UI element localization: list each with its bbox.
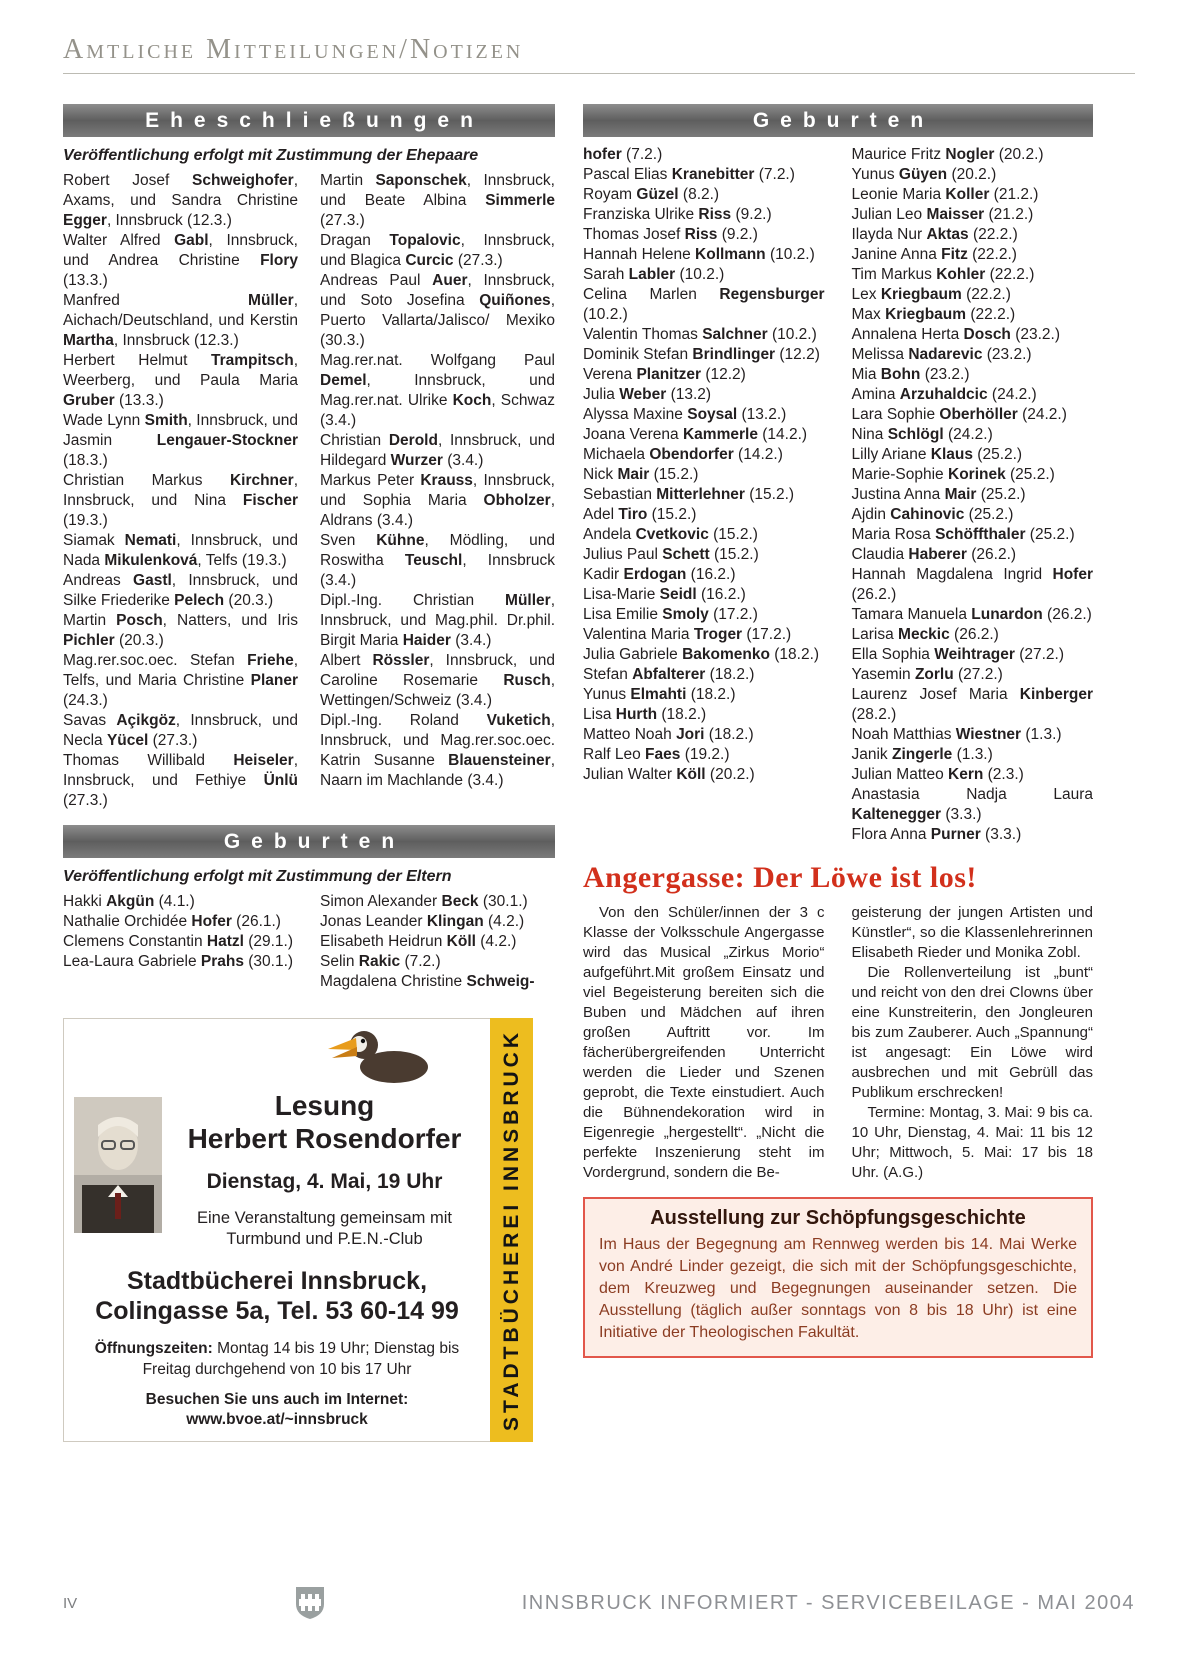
library-vertical-banner-label: STADTBÜCHEREI INNSBRUCK (499, 1029, 523, 1431)
marriages-banner-label: Eheschließungen (145, 108, 484, 132)
births-right-banner (583, 104, 1093, 137)
list-item: Nina Schlögl (24.2.) (851, 426, 993, 443)
list-item: Pascal Elias Kranebitter (7.2.) (583, 166, 795, 183)
births-right-column-2 (852, 145, 1094, 845)
article-column-1 (583, 903, 825, 1183)
list-item: Annalena Herta Dosch (23.2.) (851, 326, 1061, 343)
list-item: Julian Walter Köll (20.2.) (583, 766, 755, 783)
marriages-list (63, 171, 555, 811)
innsbruck-crest-icon (295, 1586, 325, 1625)
list-item: Christian Markus Kirchner, Innsbruck, und Nina Fischer (19.3.) (63, 472, 298, 529)
list-item: geisterung der jungen Artisten und Künstler“, so die Klassenlehrerinnen Elisabeth Rieder und Monika Zobl. (851, 904, 1093, 961)
exhibition-box (583, 1197, 1093, 1358)
list-item: Claudia Haberer (26.2.) (851, 546, 1017, 563)
article-headline: Angergasse: Der Löwe ist los! (583, 861, 977, 894)
list-item: Laurenz Josef Maria Kinberger (28.2.) (851, 686, 1093, 723)
list-item: Sebastian Mitterlehner (15.2.) (583, 486, 795, 503)
list-item: Sarah Labler (10.2.) (583, 266, 725, 283)
list-item: Markus Peter Krauss, Innsbruck, und Sophia Maria Obholzer, Aldrans (3.4.) (320, 472, 555, 529)
list-item: Julian Leo Maisser (21.2.) (851, 206, 1034, 223)
list-item: Manfred Müller, Aichach/Deutschland, und Kerstin Martha, Innsbruck (12.3.) (63, 292, 298, 349)
list-item: Alyssa Maxine Soysal (13.2.) (583, 406, 787, 423)
births-right-banner-label: Geburten (752, 108, 935, 132)
list-item: Thomas Josef Riss (9.2.) (583, 226, 758, 243)
births-right-column-1 (583, 145, 825, 845)
list-item: Ilayda Nur Aktas (22.2.) (851, 226, 1018, 243)
list-item: Albert Rössler, Innsbruck, und Caroline Rosemarie Rusch, Wettingen/Schweiz (3.4.) (320, 652, 555, 709)
exhibition-body: Im Haus der Begegnung am Rennweg werden bis 14. Mai Werke von André Linder gezeigt, die sich mit der Schöpfungsgeschichte, dem Kreuzweg und Begegnungen auseinander setzen. Die Ausstellung (täglich außer sonntags von 8 bis 18 Uhr) ist eine Initiative der Theologischen Fakultät. (599, 1236, 1077, 1341)
list-item: Elisabeth Heidrun Köll (4.2.) (320, 933, 517, 950)
exhibition-headline: Ausstellung zur Schöpfungsgeschichte (650, 1207, 1026, 1229)
masthead-title: Amtliche Mitteilungen/Notizen (63, 34, 524, 65)
births-left-column-1 (63, 892, 298, 992)
list-item: Joana Verena Kammerle (14.2.) (583, 426, 808, 443)
list-item: Stefan Abfalterer (18.2.) (583, 666, 755, 683)
list-item: Mia Bohn (23.2.) (851, 366, 970, 383)
ad-venue-address: Colingasse 5a, Tel. 53 60-14 99 (95, 1297, 459, 1325)
list-item: Savas Açikgöz, Innsbruck, und Necla Yücel (27.3.) (63, 712, 298, 749)
ad-cooperation-line1: Eine Veranstaltung gemeinsam mit (197, 1209, 452, 1227)
list-item: Hannah Helene Kollmann (10.2.) (583, 246, 815, 263)
list-item: Robert Josef Schweighofer, Axams, und Sandra Christine Egger, Innsbruck (12.3.) (63, 172, 298, 229)
list-item: Valentina Maria Troger (17.2.) (583, 626, 792, 643)
list-item: Hakki Akgün (4.1.) (63, 893, 195, 910)
publication-title: INNSBRUCK INFORMIERT - SERVICEBEILAGE - MAI 2004 (521, 1592, 1135, 1614)
list-item: Magdalena Christine Schweig- (320, 973, 535, 990)
list-item: Thomas Willibald Heiseler, Innsbruck, und Fethiye Ünlü (27.3.) (63, 752, 298, 809)
list-item: Walter Alfred Gabl, Innsbruck, und Andrea Christine Flory (13.3.) (63, 232, 298, 289)
list-item: Selin Rakic (7.2.) (320, 953, 441, 970)
list-item: Yunus Elmahti (18.2.) (583, 686, 736, 703)
list-item: Janine Anna Fitz (22.2.) (851, 246, 1017, 263)
list-item: Adel Tiro (15.2.) (583, 506, 697, 523)
list-item: Von den Schüler/innen der 3 c Klasse der Volksschule Angergasse wird das Musical „Zirkus Morio“ aufgeführt.Mit großem Einsatz und viel Begeisterung bereiten sich die Buben und Mädchen auf ihren großen Auftritt vor. Im fächerübergreifenden Unterricht werden die Lieder und Szenen geprobt, die Texte einstudiert. Auch die Bühnendekoration wird in Eigenregie „hergestellt“. „Nicht die perfekte Inszenierung steht im Vordergrund, sondern die Be- (583, 904, 825, 1181)
list-item: Valentin Thomas Salchner (10.2.) (583, 326, 817, 343)
list-item: Lex Kriegbaum (22.2.) (851, 286, 1011, 303)
list-item: Anastasia Nadja Laura Kaltenegger (3.3.) (851, 786, 1093, 823)
list-item: Lisa Hurth (18.2.) (583, 706, 707, 723)
list-item: Andela Cvetkovic (15.2.) (583, 526, 758, 543)
article-body (583, 903, 1093, 1183)
list-item: Jonas Leander Klingan (4.2.) (320, 913, 525, 930)
list-item: Martin Saponschek, Innsbruck, und Beate Albina Simmerle (27.3.) (320, 172, 555, 229)
list-item: hofer (7.2.) (583, 146, 663, 163)
marriages-column-2 (320, 171, 555, 811)
list-item: Lisa-Marie Seidl (16.2.) (583, 586, 746, 603)
list-item: Termine: Montag, 3. Mai: 9 bis ca. 10 Uhr, Dienstag, 4. Mai: 11 bis 12 Uhr; Mittwoch, 5. Mai: 17 bis 18 Uhr. (A.G.) (851, 1104, 1093, 1181)
list-item: Janik Zingerle (1.3.) (851, 746, 993, 763)
births-right-list (583, 145, 1093, 845)
list-item: Nathalie Orchidée Hofer (26.1.) (63, 913, 281, 930)
list-item: Dragan Topalovic, Innsbruck, und Blagica Curcic (27.3.) (320, 232, 555, 269)
births-left-banner-label: Geburten (223, 829, 406, 853)
list-item: Tamara Manuela Lunardon (26.2.) (851, 606, 1092, 623)
list-item: Verena Planitzer (12.2) (583, 366, 746, 383)
births-left-subtitle: Veröffentlichung erfolgt mit Zustimmung der Eltern (63, 868, 452, 885)
list-item: Lara Sophie Oberhöller (24.2.) (851, 406, 1067, 423)
list-item: Noah Matthias Wiestner (1.3.) (851, 726, 1062, 743)
left-column (63, 104, 555, 1442)
list-item: Mag.rer.nat. Wolfgang Paul Demel, Innsbruck, und Mag.rer.nat. Ulrike Koch, Schwaz (3.4.) (320, 352, 556, 429)
list-item: Dominik Stefan Brindlinger (12.2) (583, 346, 820, 363)
list-item: Simon Alexander Beck (30.1.) (320, 893, 528, 910)
list-item: Die Rollenverteilung ist „bunt“ und reicht von den drei Clowns über eine Kunstreiterin, den Jongleuren bis zum Zauberer. Auch „Spannung“ ist angesagt: Ein Löwe wird ausbrechen und mit Gebrüll das Publikum erschrecken! (851, 964, 1093, 1101)
list-item: Tim Markus Kohler (22.2.) (851, 266, 1035, 283)
list-item: Melissa Nadarevic (23.2.) (851, 346, 1032, 363)
list-item: Ella Sophia Weihtrager (27.2.) (851, 646, 1065, 663)
list-item: Julian Matteo Kern (2.3.) (851, 766, 1024, 783)
list-item: Larisa Meckic (26.2.) (851, 626, 999, 643)
ad-opening-hours: Öffnungszeiten: Montag 14 bis 19 Uhr; Dienstag bis Freitag durchgehend von 10 bis 17 Uhr (94, 1340, 460, 1378)
births-left-column-2 (320, 892, 555, 992)
marriages-column-1 (63, 171, 298, 811)
marriages-subtitle: Veröffentlichung erfolgt mit Zustimmung der Ehepaare (63, 147, 479, 164)
goose-illustration (326, 1023, 436, 1090)
list-item: Celina Marlen Regensburger (10.2.) (583, 286, 825, 323)
list-item: Lisa Emilie Smoly (17.2.) (583, 606, 758, 623)
ad-title: Lesung (274, 1090, 375, 1121)
list-item: Leonie Maria Koller (21.2.) (851, 186, 1039, 203)
portrait-photo (74, 1097, 162, 1238)
list-item: Flora Anna Purner (3.3.) (851, 826, 1022, 843)
page-content (63, 104, 1135, 1442)
list-item: Lea-Laura Gabriele Prahs (30.1.) (63, 953, 294, 970)
right-column (583, 104, 1093, 1442)
list-item: Yunus Güyen (20.2.) (851, 166, 997, 183)
library-ad (63, 1018, 555, 1442)
ad-datetime: Dienstag, 4. Mai, 19 Uhr (206, 1170, 443, 1193)
ad-cooperation-line2: Turmbund und P.E.N.-Club (226, 1230, 423, 1248)
list-item: Andreas Paul Auer, Innsbruck, und Soto Josefina Quiñones, Puerto Vallarta/Jalisco/ Mexiko (30.3.) (320, 272, 555, 349)
list-item: Martin Posch, Natters, und Iris Pichler (20.3.) (63, 612, 299, 649)
list-item: Ajdin Cahinovic (25.2.) (851, 506, 1014, 523)
list-item: Wade Lynn Smith, Innsbruck, und Jasmin Lengauer-Stockner (18.3.) (63, 412, 298, 469)
masthead-rule (63, 73, 1135, 74)
births-left-list (63, 892, 555, 992)
list-item: Ralf Leo Faes (19.2.) (583, 746, 730, 763)
library-vertical-banner (490, 1018, 533, 1442)
list-item: Justina Anna Mair (25.2.) (851, 486, 1026, 503)
list-item: Yasemin Zorlu (27.2.) (851, 666, 1003, 683)
page-number: IV (63, 1595, 78, 1612)
list-item: Christian Derold, Innsbruck, und Hildegard Wurzer (3.4.) (320, 432, 555, 469)
list-item: Julia Gabriele Bakomenko (18.2.) (583, 646, 820, 663)
list-item: Hannah Magdalena Ingrid Hofer (26.2.) (851, 566, 1093, 603)
list-item: Sven Kühne, Mödling, und Roswitha Teuschl, Innsbruck (3.4.) (320, 532, 555, 589)
marriages-banner (63, 104, 555, 137)
list-item: Dipl.-Ing. Christian Müller, Innsbruck, und Mag.phil. Dr.phil. Birgit Maria Haider (3.4.) (320, 592, 555, 649)
list-item: Mag.rer.soc.oec. Stefan Friehe, Telfs, und Maria Christine Planer (24.3.) (63, 652, 298, 709)
list-item: Franziska Ulrike Riss (9.2.) (583, 206, 772, 223)
ad-internet-note: Besuchen Sie uns auch im Internet: (145, 1391, 409, 1408)
list-item: Siamak Nemati, Innsbruck, und Nada Mikulenková, Telfs (19.3.) (63, 532, 298, 569)
births-left-banner (63, 825, 555, 858)
list-item: Royam Güzel (8.2.) (583, 186, 720, 203)
list-item: Matteo Noah Jori (18.2.) (583, 726, 754, 743)
list-item: Michaela Obendorfer (14.2.) (583, 446, 783, 463)
ad-website-link[interactable]: www.bvoe.at/~innsbruck (186, 1411, 368, 1428)
page-footer (63, 1592, 1135, 1615)
list-item: Lilly Ariane Klaus (25.2.) (851, 446, 1023, 463)
list-item: Nick Mair (15.2.) (583, 466, 699, 483)
list-item: Marie-Sophie Korinek (25.2.) (851, 466, 1055, 483)
article-column-2 (852, 903, 1094, 1183)
list-item: Dipl.-Ing. Roland Vuketich, Innsbruck, und Mag.rer.soc.oec. Katrin Susanne Blauensteiner, Naarn im Machlande (3.4.) (320, 712, 555, 789)
ad-speaker-name: Herbert Rosendorfer (187, 1123, 462, 1154)
ad-venue-name: Stadtbücherei Innsbruck, (126, 1267, 428, 1295)
library-ad-body (63, 1018, 490, 1442)
list-item: Julia Weber (13.2) (583, 386, 712, 403)
list-item: Maria Rosa Schöffthaler (25.2.) (851, 526, 1075, 543)
list-item: Amina Arzuhaldcic (24.2.) (851, 386, 1037, 403)
list-item: Max Kriegbaum (22.2.) (851, 306, 1016, 323)
ad-venue (64, 1266, 490, 1326)
list-item: Clemens Constantin Hatzl (29.1.) (63, 933, 294, 950)
list-item: Herbert Helmut Trampitsch, Weerberg, und Paula Maria Gruber (13.3.) (63, 352, 298, 409)
list-item: Julius Paul Schett (15.2.) (583, 546, 759, 563)
list-item: Kadir Erdogan (16.2.) (583, 566, 736, 583)
list-item: Maurice Fritz Nogler (20.2.) (851, 146, 1044, 163)
list-item: Andreas Gastl, Innsbruck, und Silke Friederike Pelech (20.3.) (63, 572, 298, 609)
